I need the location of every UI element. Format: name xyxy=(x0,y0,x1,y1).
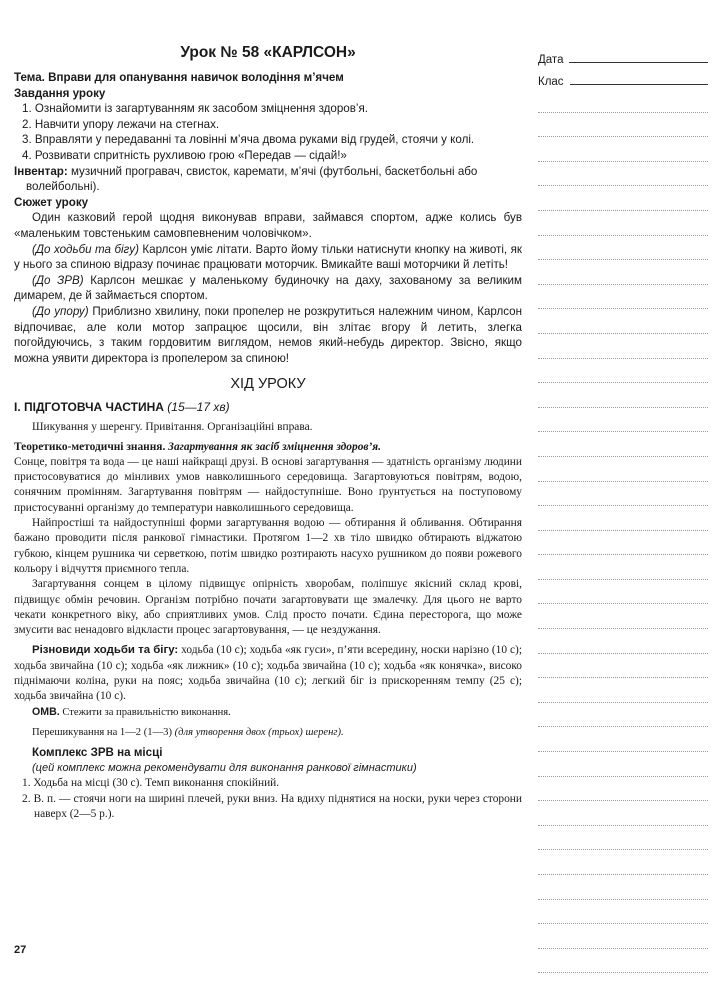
inventory xyxy=(14,164,522,180)
note-line[interactable] xyxy=(538,850,708,875)
class-label: Клас xyxy=(538,76,564,88)
note-line[interactable] xyxy=(538,236,708,261)
plot-paragraph-2 xyxy=(14,242,522,273)
note-line[interactable] xyxy=(538,88,708,113)
note-line[interactable] xyxy=(538,826,708,851)
part-time: (15—17 хв) xyxy=(167,400,230,415)
omv-line xyxy=(14,705,522,720)
note-line[interactable] xyxy=(538,604,708,629)
lineup-text: Шикування у шеренгу. Привітання. Організаційні вправа. xyxy=(32,421,313,434)
note-line[interactable] xyxy=(538,260,708,285)
inventory-cont: волейбольні). xyxy=(26,180,100,194)
date-field[interactable] xyxy=(538,44,708,66)
complex-item: 2. В. п. — стоячи ноги на ширині плечей, руки вниз. На вдиху піднятися на носки, руки через сторони наверх (2—5 р.). xyxy=(22,792,522,820)
task-item: 4. Розвивати спритність рухливою грою «Передав — сідай!» xyxy=(22,148,347,162)
date-label: Дата xyxy=(538,54,564,66)
omv-label: ОМВ. xyxy=(32,705,60,718)
lesson-title: Урок № 58 «КАРЛСОН» xyxy=(180,44,356,61)
note-line[interactable] xyxy=(538,359,708,384)
note-line[interactable] xyxy=(538,186,708,211)
plot-text: Карлсон мешкає у маленькому будиночку на даху, захованому за великим димарем, де й займається спортом. xyxy=(14,273,522,303)
plot-paragraph-3 xyxy=(14,273,522,304)
note-line[interactable] xyxy=(538,285,708,310)
complex-heading: Комплекс ЗРВ на місці xyxy=(32,746,163,760)
theory-paragraph-1: Сонце, повітря та вода — це наші найкращі друзі. В основі загартування — здатність організму людини пристосовуватися до мінливих умов навколишнього середовища. Загартовуються повітрям, водою, сонячним промінням. Загартування повітрям — найдоступніше. Воно ґрунтується на поступовому пристосуванні організму до температури навколишнього середовища. xyxy=(14,455,522,514)
page-number: 27 xyxy=(14,944,27,956)
topic-label: Тема. xyxy=(14,71,45,84)
complex-item: 1. Ходьба на місці (30 с). Темп виконання спокійний. xyxy=(22,777,280,790)
note-line[interactable] xyxy=(538,432,708,457)
walk-label: Різновиди ходьби та бігу: xyxy=(32,644,179,657)
note-line[interactable] xyxy=(538,211,708,236)
note-line[interactable] xyxy=(538,137,708,162)
note-line[interactable] xyxy=(538,506,708,531)
note-line[interactable] xyxy=(538,875,708,900)
note-line[interactable] xyxy=(538,408,708,433)
note-line[interactable] xyxy=(538,629,708,654)
note-line[interactable] xyxy=(538,801,708,826)
rebuild-text: Перешикування на 1—2 (1—3) xyxy=(32,726,175,738)
note-line[interactable] xyxy=(538,777,708,802)
note-line[interactable] xyxy=(538,162,708,187)
plot-paragraph-1: Один казковий герой щодня виконував вправи, займався спортом, адже колись був «маленьким товстеньким самовпевненим чоловічком». xyxy=(14,211,522,240)
walk-paragraph xyxy=(14,643,522,704)
notes-sidebar xyxy=(538,44,708,973)
theory-paragraph-2: Найпростіші та найдоступніші форми загартування водою — обтирання й обливання. Обтирання бажано проводити після ранкової гімнастики. Протягом 1—2 хв тіло швидко обтирають віджатою губкою, кінцем рушника чи серветкою, потім швидко розтирають насухо рушником до появи рожевого кольору і відчуття приємного тепла. xyxy=(14,517,522,575)
date-line xyxy=(569,61,708,63)
lesson-topic xyxy=(14,70,522,86)
part-heading xyxy=(14,400,522,414)
notes-lines xyxy=(538,88,708,973)
task-item: 3. Вправляти у передаванні та ловінні м’яча двома руками від грудей, стоячи у колі. xyxy=(22,133,475,147)
note-line[interactable] xyxy=(538,949,708,974)
plot-note: (До ЗРВ) xyxy=(32,273,84,287)
task-item: 1. Ознайомити із загартуванням як засобом зміцнення здоров’я. xyxy=(22,102,368,116)
rebuild-line xyxy=(14,725,522,740)
note-line[interactable] xyxy=(538,703,708,728)
note-line[interactable] xyxy=(538,678,708,703)
plot-text: Приблизно хвилину, поки пропелер не розкрутиться належним чином, Карлсон відпочиває, але коли мотор запрацює щосили, він злітає вгору й летить, злегка погойдуючись, з таким гордовитим виглядом, немов який-небудь директор. Звісно, якщо можна уявити директора із пропелером за спиною! xyxy=(14,304,522,365)
omv-text: Стежити за правильністю виконання. xyxy=(59,706,231,718)
topic-text: Вправи для опанування навичок володіння м’ячем xyxy=(44,71,344,84)
theory-paragraph-3: Загартування сонцем в цілому підвищує опірність хворобам, поліпшує якісний склад крові, підвищує обмін речовин. Організм потрібно почати загартовувати ще змалечку. Для цього не варто чекати конкретного віку, або сприятливих умов. Слід просто почати. Єдина пересторога, що може змусити вас ненадовго відкласти процес загартовування, — це нездужання. xyxy=(14,578,522,637)
note-line[interactable] xyxy=(538,457,708,482)
note-line[interactable] xyxy=(538,654,708,679)
rebuild-note: (для утворення двох (трьох) шеренг). xyxy=(174,726,344,738)
note-line[interactable] xyxy=(538,531,708,556)
tasks-heading: Завдання уроку xyxy=(14,86,106,100)
complex-note: (цей комплекс можна рекомендувати для виконання ранкової гімнастики) xyxy=(32,761,417,774)
inventory-label: Інвентар: xyxy=(14,164,68,178)
plot-note: (До упору) xyxy=(32,304,89,318)
note-line[interactable] xyxy=(538,900,708,925)
class-field[interactable] xyxy=(538,66,708,88)
note-line[interactable] xyxy=(538,482,708,507)
course-heading: ХІД УРОКУ xyxy=(230,376,306,393)
plot-text: Карлсон уміє літати. Варто йому тільки натиснути кнопку на животі, як у нього за спиною відразу починає працювати моторчик. Вмикайте ваші моторчики й летіть! xyxy=(14,242,522,272)
class-line xyxy=(570,83,708,85)
note-line[interactable] xyxy=(538,555,708,580)
part-title: І. ПІДГОТОВЧА ЧАСТИНА xyxy=(14,400,164,415)
walk-text: ходьба (10 с); ходьба «як гуси», п’яти всередину, носки нарізно (10 с); ходьба звичайна (10 с); ходьба «як лижник» (10 с); ходьба звичайна (10 с); ходьба «як конячка», високо піднімаючи коліна, руки на пояс; ходьба звичайна (10 с); легкий біг із прискоренням темпу (25 с); ходьба звичайна (10 с). xyxy=(14,644,522,703)
theory-heading xyxy=(14,440,522,455)
plot-note: (До ходьби та бігу) xyxy=(32,242,139,256)
inventory-text: музичний програвач, свисток, каремати, м’ячі (футбольні, баскетбольні або xyxy=(67,164,478,178)
theory-label: Теоретико-методичні знання. xyxy=(14,440,166,453)
note-line[interactable] xyxy=(538,924,708,949)
note-line[interactable] xyxy=(538,383,708,408)
note-line[interactable] xyxy=(538,752,708,777)
task-item: 2. Навчити упору лежачи на стегнах. xyxy=(22,117,220,131)
note-line[interactable] xyxy=(538,334,708,359)
note-line[interactable] xyxy=(538,727,708,752)
plot-heading: Сюжет уроку xyxy=(14,195,89,209)
note-line[interactable] xyxy=(538,580,708,605)
note-line[interactable] xyxy=(538,309,708,334)
theory-topic: Загартування як засіб зміцнення здоров’я. xyxy=(165,440,381,453)
plot-paragraph-4 xyxy=(14,304,522,366)
note-line[interactable] xyxy=(538,113,708,138)
